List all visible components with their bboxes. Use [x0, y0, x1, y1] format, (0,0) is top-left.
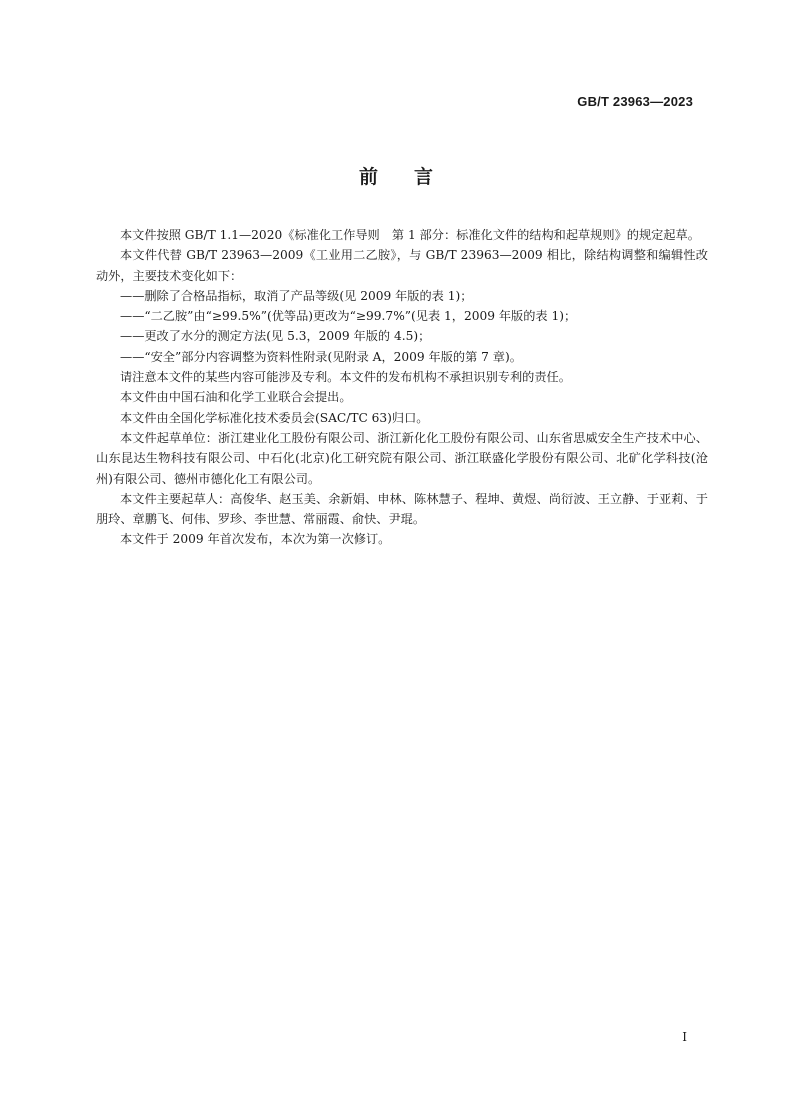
change-item: ——删除了合格品指标，取消了产品等级(见 2009 年版的表 1)；	[120, 288, 473, 303]
standard-number: GB/T 23963—2023	[577, 94, 693, 109]
paragraph-history: 本文件于 2009 年首次发布，本次为第一次修订。	[120, 532, 391, 547]
page-title: 前言	[358, 166, 469, 188]
paragraph-drafting-units: 本文件起草单位：浙江建业化工股份有限公司、浙江新化化工股份有限公司、山东省思威安全生产技术中心、山东昆达生物科技有限公司、中石化(北京)化工研究院有限公司、浙江联盛化学股份有限公司、北矿化学科技(沧州)有限公司、德州市德化化工有限公司。	[96, 430, 708, 486]
paragraph-technical-committee: 本文件由全国化学标准化技术委员会(SAC/TC 63)归口。	[120, 410, 429, 425]
page-number: I	[682, 1030, 687, 1044]
change-item: ——更改了水分的测定方法(见 5.3，2009 年版的 4.5)；	[120, 329, 431, 344]
paragraph-proposer: 本文件由中国石油和化学工业联合会提出。	[120, 390, 352, 405]
paragraph-drafting-rules: 本文件按照 GB/T 1.1—2020《标准化工作导则 第 1 部分：标准化文件的结构和起草规则》的规定起草。	[120, 228, 700, 242]
change-item: ——“二乙胺”由“≥99.5%”(优等品)更改为“≥99.7%”(见表 1，2009 年版的表 1)；	[120, 309, 577, 324]
paragraph-patent-notice: 请注意本文件的某些内容可能涉及专利。本文件的发布机构不承担识别专利的责任。	[120, 370, 571, 385]
paragraph-drafters: 本文件主要起草人：高俊华、赵玉美、余新娟、申林、陈林慧子、程坤、黄煜、尚衍波、王立静、于亚莉、于朋玲、章鹏飞、何伟、罗珍、李世慧、常丽霞、俞快、尹琨。	[96, 491, 708, 527]
change-item: ——“安全”部分内容调整为资料性附录(见附录 A，2009 年版的第 7 章)。	[120, 349, 522, 364]
paragraph-replacement: 本文件代替 GB/T 23963—2009《工业用二乙胺》，与 GB/T 23963—2009 相比，除结构调整和编辑性改动外，主要技术变化如下：	[96, 248, 708, 283]
foreword-body	[96, 225, 708, 550]
